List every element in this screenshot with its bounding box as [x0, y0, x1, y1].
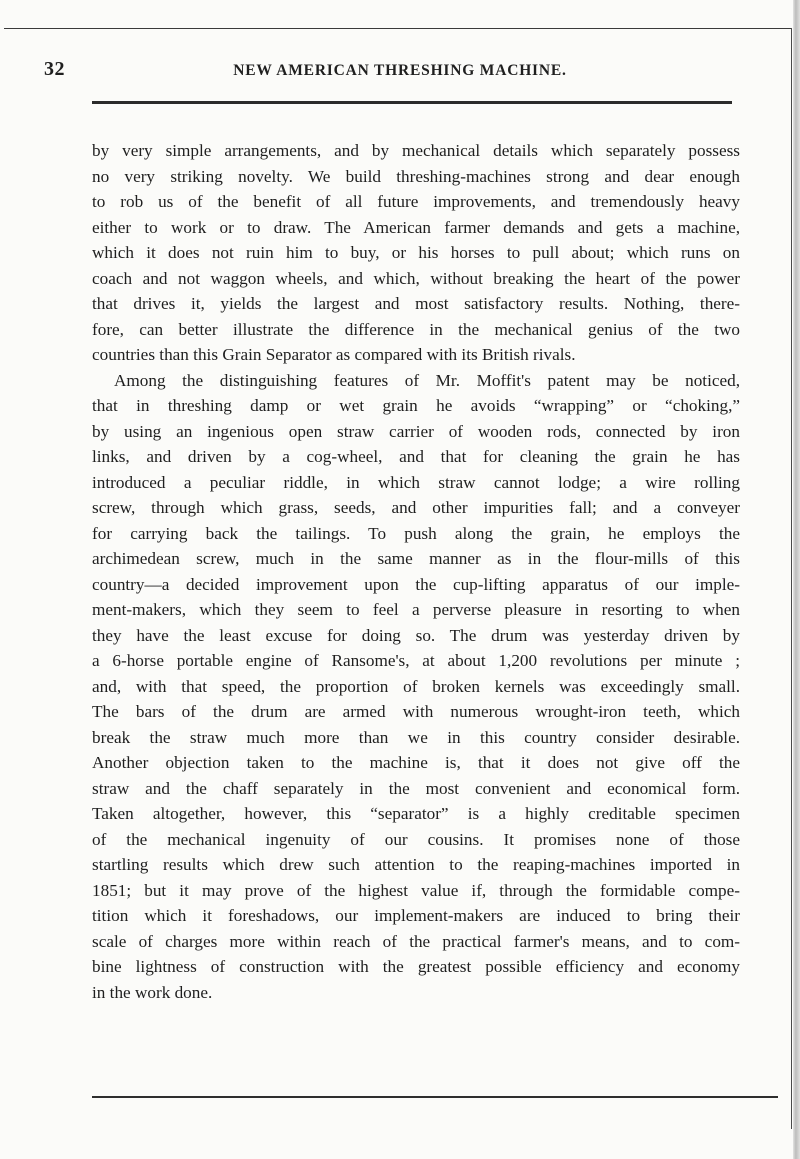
text-line: and, with that speed, the proportion of broken kernels was exceedingly small. — [92, 676, 740, 696]
text-line: to rob us of the benefit of all future improvements, and tremendously heavy — [92, 192, 740, 211]
text-line: a 6-horse portable engine of Ransome's, at about 1,200 revolutions per minute ; — [92, 651, 740, 670]
text-line: by very simple arrangements, and by mechanical details which separately possess — [92, 141, 740, 160]
text-line: in the work done. — [92, 982, 213, 1002]
scan-edge-shadow — [793, 0, 800, 1159]
text-line: that in threshing damp or wet grain he avoids “wrapping” or “choking,” — [92, 396, 740, 415]
text-line: straw and the chaff separately in the most convenient and economical form. — [92, 778, 740, 798]
right-border-rule — [791, 28, 792, 1129]
text-line: no very striking novelty. We build threshing-machines strong and dear enough — [92, 166, 740, 186]
text-line: archimedean screw, much in the same manner as in the flour-mills of this — [92, 549, 740, 568]
text-line: by using an ingenious open straw carrier of wooden rods, connected by iron — [92, 421, 740, 441]
body-text — [92, 138, 740, 1005]
text-line: Taken altogether, however, this “separator” is a highly creditable specimen — [92, 804, 740, 823]
text-line: fore, can better illustrate the difference in the mechanical genius of the two — [92, 319, 740, 339]
running-head: NEW AMERICAN THRESHING MACHINE. — [233, 62, 567, 79]
bottom-rule — [92, 1096, 778, 1098]
text-line: either to work or to draw. The American farmer demands and gets a machine, — [92, 217, 740, 237]
text-line: tition which it foreshadows, our implement-makers are induced to bring their — [92, 906, 740, 925]
text-line: they have the least excuse for doing so. The drum was yesterday driven by — [92, 625, 740, 645]
text-line: bine lightness of construction with the greatest possible efficiency and economy — [92, 957, 740, 976]
text-line: for carrying back the tailings. To push along the grain, he employs the — [92, 523, 740, 543]
text-line: 1851; but it may prove of the highest value if, through the formidable compe- — [92, 880, 740, 900]
text-line: ment-makers, which they seem to feel a perverse pleasure in resorting to when — [92, 600, 740, 619]
text-line: screw, through which grass, seeds, and other impurities fall; and a conveyer — [92, 498, 740, 517]
top-border-rule — [4, 28, 792, 29]
text-line: break the straw much more than we in this country consider desirable. — [92, 727, 740, 747]
text-line: The bars of the drum are armed with numerous wrought-iron teeth, which — [92, 702, 740, 721]
text-line: startling results which drew such attention to the reaping-machines imported in — [92, 855, 740, 874]
text-line: introduced a peculiar riddle, in which straw cannot lodge; a wire rolling — [92, 472, 740, 492]
text-line: that drives it, yields the largest and most satisfactory results. Nothing, there- — [92, 294, 740, 313]
page-number: 32 — [44, 58, 65, 80]
text-line: Another objection taken to the machine is, that it does not give off the — [92, 753, 740, 772]
text-line: links, and driven by a cog-wheel, and that for cleaning the grain he has — [92, 447, 740, 466]
header-rule — [92, 101, 732, 104]
text-line: of the mechanical ingenuity of our cousins. It promises none of those — [92, 829, 740, 849]
text-line: country—a decided improvement upon the cup-lifting apparatus of our imple- — [92, 574, 740, 594]
text-line: Among the distinguishing features of Mr. Moffit's patent may be noticed, — [114, 370, 740, 390]
text-line: which it does not ruin him to buy, or his horses to pull about; which runs on — [92, 243, 740, 262]
text-line: coach and not waggon wheels, and which, without breaking the heart of the power — [92, 268, 740, 288]
text-line: countries than this Grain Separator as compared with its British rivals. — [92, 345, 576, 364]
text-line: scale of charges more within reach of the practical farmer's means, and to com- — [92, 931, 740, 951]
